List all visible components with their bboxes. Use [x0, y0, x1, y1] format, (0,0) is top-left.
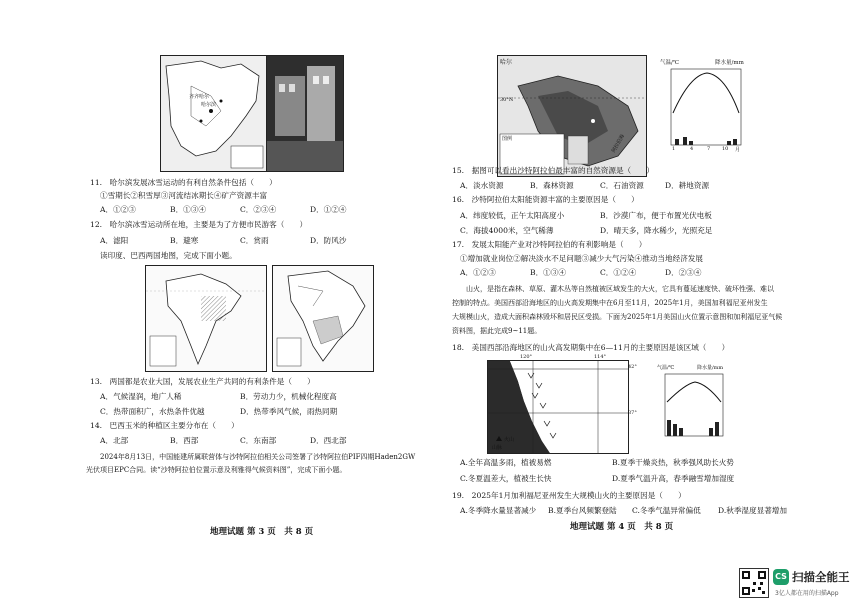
saudi-map-lat: 30°N — [500, 97, 514, 103]
q17-choice-d[interactable]: D．②③④ — [665, 268, 702, 277]
q14-choice-d[interactable]: D．西北部 — [310, 436, 347, 445]
saudi-map-label: 哈尔 — [500, 59, 513, 66]
q15-choice-a[interactable]: A．淡水资源 — [460, 181, 504, 190]
left-footer: 地理试题 第 3 页 共 8 页 — [210, 527, 314, 537]
fire-map-legend: 火山 — [504, 437, 515, 443]
q16-choice-c[interactable]: C．海拔4000米，空气稀薄 — [460, 226, 554, 235]
q13-choice-d[interactable]: D．热带季风气候，雨热同期 — [240, 407, 338, 416]
q11-choice-a[interactable]: A．①②③ — [100, 205, 136, 214]
q16-choice-b[interactable]: B．沙漠广布，便于布置光伏电板 — [600, 211, 712, 220]
intro-saudi-line1: 2024年8月13日，中国能建所属联营体与沙特阿拉伯相关公司签署了沙特阿拉伯PIF四期Haden2GW — [86, 453, 416, 461]
intro-saudi-line2: 光伏项目EPC合同。读“沙特阿拉伯位置示意及利雅得气候资料图”，完成下面小题。 — [86, 466, 347, 474]
q15-choice-b[interactable]: B．森林资源 — [530, 181, 574, 190]
q16-choice-a[interactable]: A．纬度较低，正午太阳高度小 — [460, 211, 565, 220]
q18-choice-c[interactable]: C.冬夏温差大，植被生长快 — [460, 474, 552, 483]
q17-choice-c[interactable]: C．①②④ — [600, 268, 637, 277]
riyadh-month-7: 7 — [707, 146, 711, 152]
q19-choice-d[interactable]: D.秋季湿度显著增加 — [718, 506, 787, 515]
q16-stem: 16. 沙特阿拉伯太阳能资源丰富的主要原因是（ ） — [452, 195, 639, 204]
camscanner-subtitle: 3亿人都在用的扫描App — [775, 590, 839, 597]
intro-fire-line3: 大规模山火，造成大面积森林毁坏和居民区受损。下面为2025年1月美国山火位置示意图和加利福尼亚气候 — [452, 313, 783, 321]
saudi-map — [497, 55, 647, 177]
saudi-map-sea: 阿拉伯海 — [610, 133, 627, 154]
q11-stem: 11. 哈尔滨发展冰雪运动的有利自然条件包括（ ） — [90, 178, 277, 187]
q18-choice-b[interactable]: B.夏季干燥炎热，秋季强风助长火势 — [612, 458, 734, 467]
q11-choice-d[interactable]: D．①②④ — [310, 205, 347, 214]
intro-india-brazil: 读印度、巴西两国地图，完成下面小题。 — [100, 251, 237, 260]
q12-choice-d[interactable]: D．防风沙 — [310, 236, 347, 245]
qr-code — [739, 568, 769, 598]
q12-choice-c[interactable]: C．赏雨 — [240, 236, 269, 245]
q14-choice-b[interactable]: B．西部 — [170, 436, 199, 445]
fire-map-lon1: 120° — [520, 354, 533, 360]
q12-choice-b[interactable]: B．避寒 — [170, 236, 199, 245]
riyadh-month-10: 10 — [722, 146, 729, 152]
fire-map-lon2: 114° — [594, 354, 607, 360]
q13-stem: 13. 两国都是农业大国，发展农业生产共同的有利条件是（ ） — [90, 377, 315, 386]
intro-fire-line4: 资料图，据此完成9~11题。 — [452, 327, 542, 335]
q14-choice-c[interactable]: C．东南部 — [240, 436, 277, 445]
riyadh-month-4: 4 — [690, 146, 694, 152]
q15-stem: 15. 据图可以看出沙特阿拉伯最丰富的自然资源是（ ） — [452, 166, 654, 175]
q18-choice-a[interactable]: A.全年高温多雨，植被易燃 — [460, 458, 552, 467]
right-footer: 地理试题 第 4 页 共 8 页 — [570, 522, 674, 532]
q13-choice-c[interactable]: C．热带面积广，水热条件优越 — [100, 407, 205, 416]
india-map — [145, 265, 267, 372]
q17-stem: 17. 发展太阳能产业对沙特阿拉伯的有利影响是（ ） — [452, 240, 647, 249]
q19-stem: 19. 2025年1月加利福尼亚州发生大规模山火的主要原因是（ ） — [452, 491, 686, 500]
camscanner-title: 扫描全能王 — [792, 570, 850, 584]
camscanner-logo-icon: CS — [773, 569, 789, 585]
riyadh-climate-chart — [655, 55, 755, 155]
q11-options: ①雪期长②积雪厚③河流结冰期长④矿产资源丰富 — [100, 191, 268, 200]
harbin-map — [160, 55, 267, 172]
california-climate-chart — [655, 362, 735, 440]
q16-choice-d[interactable]: D．晴天多，降水稀少，光照充足 — [600, 226, 713, 235]
q11-choice-b[interactable]: B．①③④ — [170, 205, 206, 214]
svg-text:哈尔滨: 哈尔滨 — [201, 102, 217, 108]
q18-stem: 18. 美国西部沿海地区的山火高发期集中在6—11月的主要原因是该区域（ ） — [452, 343, 730, 352]
q14-stem: 14. 巴西玉米的种植区主要分布在（ ） — [90, 421, 239, 430]
fire-map-lat2: 37° — [628, 410, 637, 416]
ice-photo — [266, 55, 344, 172]
riyadh-month-unit: 月 — [735, 147, 741, 153]
california-temp-label: 气温/℃ — [657, 365, 675, 371]
brazil-map — [272, 265, 374, 372]
q13-choice-b[interactable]: B．劳动力少，机械化程度高 — [240, 392, 337, 401]
q17-options: ①增加就业岗位②解决淡水不足问题③减少大气污染④推动当地经济发展 — [460, 254, 703, 263]
q11-choice-c[interactable]: C．②③④ — [240, 205, 277, 214]
q19-choice-b[interactable]: B.夏季台风频繁登陆 — [548, 506, 617, 515]
intro-fire-line2: 控制的特点。美国西部沿海地区的山火高发期集中在6月至11月，2025年1月，美国加利福尼亚州发生 — [452, 299, 768, 307]
svg-text:齐齐哈尔: 齐齐哈尔 — [189, 94, 210, 100]
riyadh-precip-label: 降水量/mm — [715, 60, 744, 66]
riyadh-month-1: 1 — [672, 146, 676, 152]
q14-choice-a[interactable]: A．北部 — [100, 436, 129, 445]
q15-choice-d[interactable]: D．耕地资源 — [665, 181, 710, 190]
q12-choice-a[interactable]: A．滤阳 — [100, 236, 129, 245]
intro-fire-line1: 山火，是指在森林、草原、灌木丛等自然植被区域发生的大火，它具有蔓延速度快、破坏性强、难以 — [452, 285, 774, 293]
fire-map-legend2: 山脉 — [492, 445, 503, 451]
california-precip-label: 降水量/mm — [697, 365, 724, 371]
q13-choice-a[interactable]: A．气候湿润，地广人稀 — [100, 392, 182, 401]
riyadh-temp-label: 气温/℃ — [660, 60, 680, 66]
q18-choice-d[interactable]: D.夏季气温升高，春季融雪增加湿度 — [612, 474, 735, 483]
saudi-map-legend: 图例 — [502, 136, 513, 142]
q19-choice-a[interactable]: A.冬季降水量显著减少 — [460, 506, 537, 515]
q19-choice-c[interactable]: C.冬季气温异常偏低 — [632, 506, 701, 515]
fire-map-lat1: 42° — [628, 364, 637, 370]
q15-choice-c[interactable]: C．石油资源 — [600, 181, 644, 190]
q17-choice-b[interactable]: B．①③④ — [530, 268, 566, 277]
q12-stem: 12. 哈尔滨冰雪运动所在地，主要是为了方便市民游客（ ） — [90, 220, 308, 229]
q17-choice-a[interactable]: A．①②③ — [460, 268, 496, 277]
